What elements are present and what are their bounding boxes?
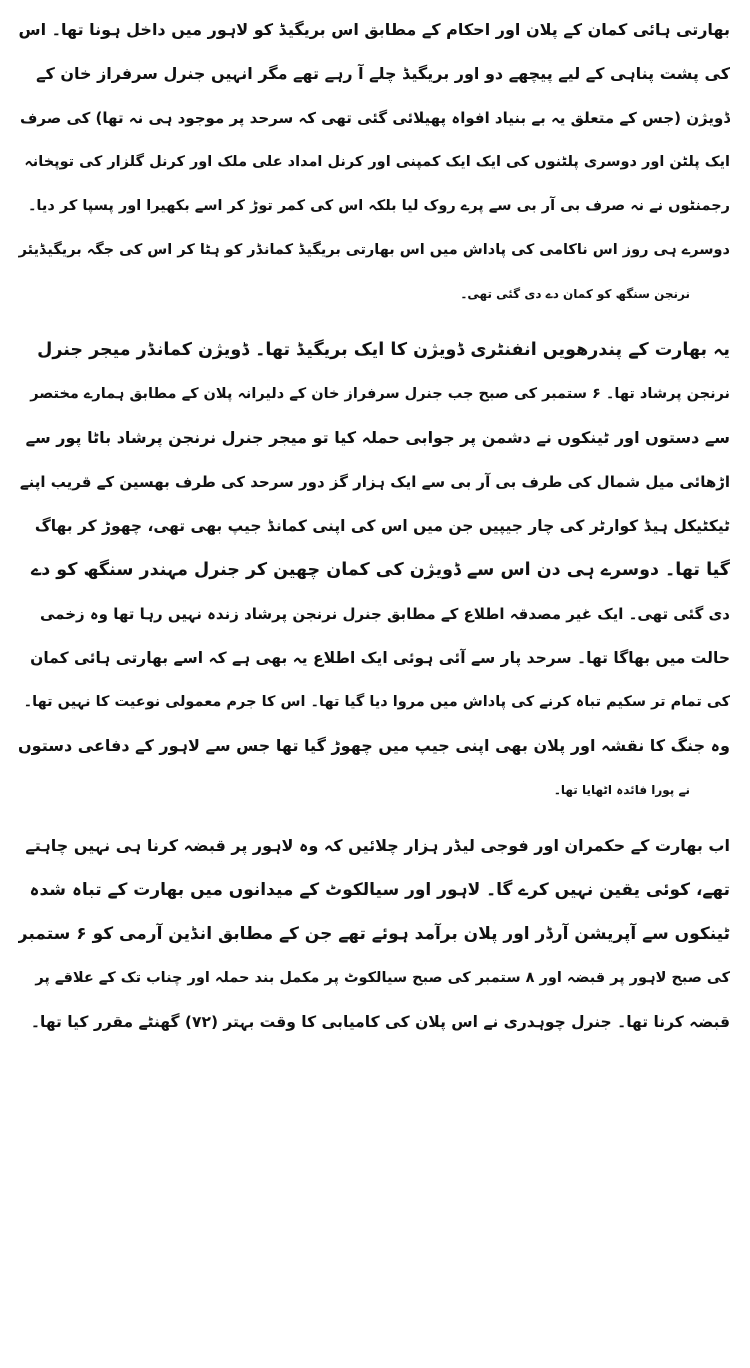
text-line: نے پورا فائدہ اٹھایا تھا۔ <box>553 783 690 797</box>
paragraph-gap <box>18 316 730 328</box>
text-line: کی پشت پناہی کے لیے پیچھے دو اور بریگیڈ چلے آ رہے تھے مگر انہیں جنرل سرفراز خان کے <box>36 64 730 83</box>
text-line: یہ بھارت کے پندرھویں انفنٹری ڈویژن کا ایک بریگیڈ تھا۔ ڈویژن کمانڈر میجر جنرل <box>37 340 730 360</box>
text-line: ڈویژن (جس کے متعلق یہ بے بنیاد افواہ پھیلائی گئی تھی کہ سرحد پر موجود ہی نہ تھا) کی صرف <box>19 109 730 127</box>
text-line: نرنجن پرشاد تھا۔ ۶ ستمبر کی صبح جب جنرل سرفراز خان کے دلیرانہ پلان کے مطابق ہمارے مختصر <box>30 386 730 402</box>
text-line: رجمنٹوں نے نہ صرف بی آر بی سے پرے روک لیا بلکہ اس کی کمر توڑ کر اسے بکھیرا اور پسپا کر دیا۔ <box>27 198 730 214</box>
text-line: ٹینکوں سے آپریشن آرڈر اور پلان برآمد ہوئے تھے جن کے مطابق انڈین آرمی کو ۶ ستمبر <box>18 924 730 944</box>
paragraph-3 <box>18 824 730 1044</box>
text-line: قبضہ کرنا تھا۔ جنرل چوہدری نے اس پلان کی کامیابی کا وقت بہتر (۷۲) گھنٹے مقرر کیا تھا۔ <box>30 1013 730 1031</box>
paragraph-2 <box>18 328 730 812</box>
text-line: گیا تھا۔ دوسرے ہی دن اس سے ڈویژن کی کمان چھین کر جنرل مہندر سنگھ کو دے <box>30 560 730 580</box>
text-line: کی صبح لاہور پر قبضہ اور ۸ ستمبر کی صبح سیالکوٹ پر مکمل بند حملہ اور چناب تک کے علاقے پر <box>35 970 730 986</box>
text-line: نرنجن سنگھ کو کمان دے دی گئی تھی۔ <box>460 287 690 301</box>
text-line: کی تمام تر سکیم تباہ کرنے کی پاداش میں مروا دیا گیا تھا۔ اس کا جرم معمولی نوعیت کا نہیں تھا۔ <box>23 694 730 710</box>
text-line: ایک پلٹن اور دوسری پلٹنوں کی ایک ایک کمپنی اور کرنل امداد علی ملک اور کرنل گلزار کی توپخانہ <box>24 154 730 170</box>
text-line: دی گئی تھی۔ ایک غیر مصدقہ اطلاع کے مطابق جنرل نرنجن پرشاد زندہ نہیں رہا تھا وہ زخمی <box>39 605 730 623</box>
text-line: تھے، کوئی یقین نہیں کرے گا۔ لاہور اور سیالکوٹ کے میدانوں میں بھارت کے تباہ شدہ <box>29 880 730 900</box>
book-page <box>18 8 730 1360</box>
paragraph-1 <box>18 8 730 316</box>
text-line: دوسرے ہی روز اس ناکامی کی پاداش میں اس بھارتی بریگیڈ کمانڈر کو ہٹا کر اس کی جگہ بریگیڈیئر <box>18 242 730 258</box>
paragraph-gap <box>18 812 730 824</box>
text-line: اڑھائی میل شمال کی طرف بی آر بی سے ایک ہزار گز دور سرحد کی طرف بھسین کے قریب اپنے <box>19 473 730 491</box>
text-line: بھارتی ہائی کمان کے پلان اور احکام کے مطابق اس بریگیڈ کو لاہور میں داخل ہونا تھا۔ اس <box>18 20 730 39</box>
text-line: اب بھارت کے حکمران اور فوجی لیڈر ہزار چلائیں کہ وہ لاہور پر قبضہ کرنا ہی نہیں چاہتے <box>25 836 730 855</box>
text-line: ٹیکٹیکل ہیڈ کوارٹر کی چار جیپیں جن میں اس کی اپنی کمانڈ جیپ بھی تھی، چھوڑ کر بھاگ <box>34 517 730 535</box>
text-line: حالت میں بھاگا تھا۔ سرحد پار سے آئی ہوئی ایک اطلاع یہ بھی ہے کہ اسے بھارتی ہائی کمان <box>30 649 730 667</box>
text-line: سے دستوں اور ٹینکوں نے دشمن پر جوابی حملہ کیا تو میجر جنرل نرنجن پرشاد باٹا پور سے <box>25 428 730 447</box>
text-line: وہ جنگ کا نقشہ اور پلان بھی اپنی جیپ میں چھوڑ گیا تھا جس سے لاہور کے دفاعی دستوں <box>18 736 730 755</box>
